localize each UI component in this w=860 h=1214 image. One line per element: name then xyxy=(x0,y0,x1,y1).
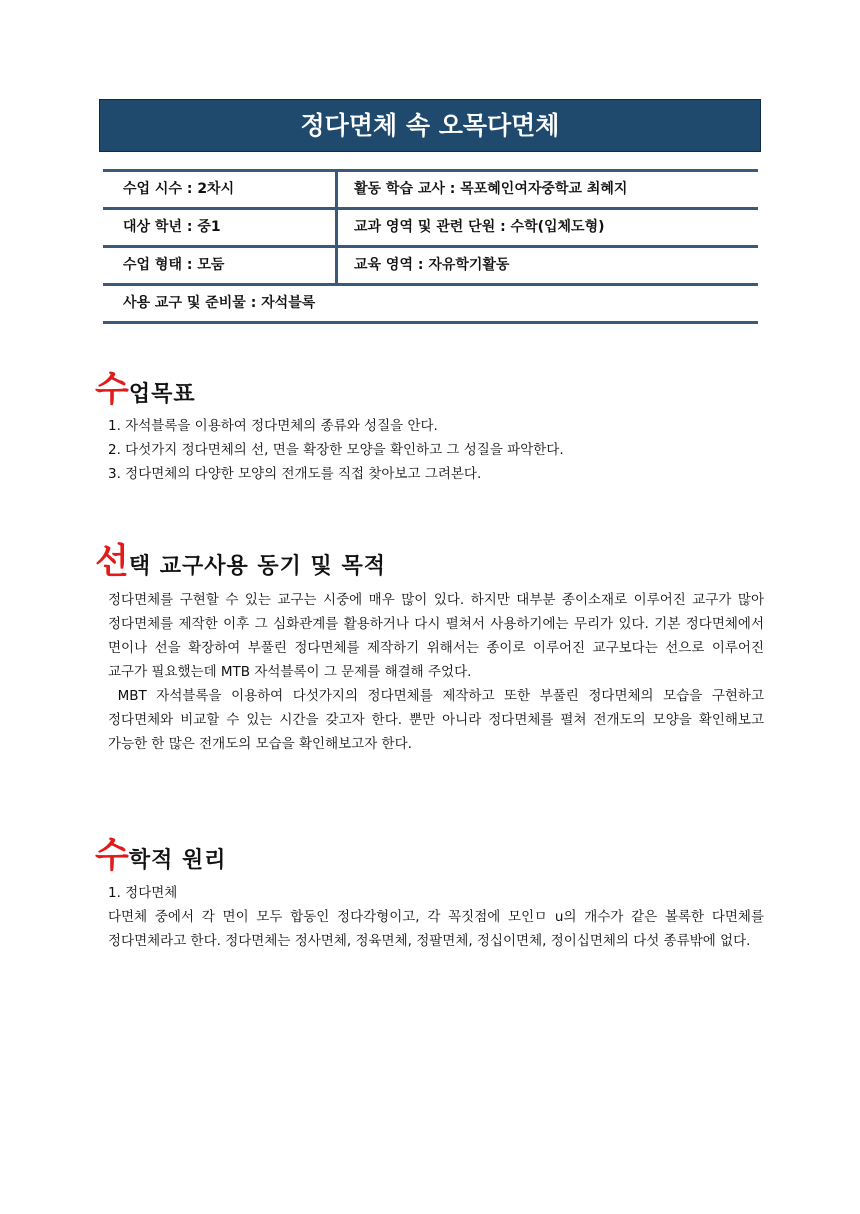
info-row xyxy=(103,283,758,324)
heading-text: 학적 원리 xyxy=(128,848,227,873)
info-subject-unit: 교과 영역 및 관련 단원 : 수학(입체도형) xyxy=(354,219,605,235)
info-row xyxy=(103,169,758,207)
paragraph: 정다면체를 구현할 수 있는 교구는 시중에 매우 많이 있다. 하지만 대부분 종이소재로 이루어진 교구가 많아 정다면체를 제작한 이후 그 심화관계를 활용하거나 다시 펼쳐서 사용하기에는 무리가 있다. 기본 정다면체에서 면이나 선을 확장하여 부풀린 정다면체를 제작하기 위해서는 종이로 이루어진 교구보다는 선으로 이루어진 교구가 필요했는데 MTB 자석블록이 그 문제를 해결해 주었다. xyxy=(108,592,764,680)
goals-list xyxy=(108,414,564,486)
info-class-type: 수업 형태 : 모둠 xyxy=(123,257,225,273)
list-item: 1. 자석블록을 이용하여 정다면체의 종류와 성질을 안다. xyxy=(108,418,438,434)
heading-initial: 선 xyxy=(95,542,129,582)
info-grade: 대상 학년 : 중1 xyxy=(123,219,221,235)
principles-body xyxy=(108,905,764,953)
heading-initial: 수 xyxy=(95,836,129,876)
info-row xyxy=(103,245,758,283)
list-item: 3. 정다면체의 다양한 모양의 전개도를 직접 찾아보고 그려본다. xyxy=(108,466,482,482)
info-class-hours: 수업 시수 : 2차시 xyxy=(123,181,235,197)
paragraph: 다면체 중에서 각 면이 모두 합동인 정다각형이고, 각 꼭짓점에 모인ㅁ u의 개수가 같은 볼록한 다면체를 정다면체라고 한다. 정다면체는 정사면체, 정육면체, 정팔면체, 정십이면체, 정이십면체의 다섯 종류밖에 없다. xyxy=(108,909,764,949)
section-heading-principles xyxy=(95,828,226,878)
principle-item: 1. 정다면체 xyxy=(108,885,178,901)
section-heading-motivation xyxy=(95,534,386,584)
info-row xyxy=(103,207,758,245)
heading-text: 업목표 xyxy=(128,382,196,407)
info-education-area: 교육 영역 : 자유학기활동 xyxy=(354,257,510,273)
info-divider xyxy=(335,210,338,245)
section-heading-goals xyxy=(95,362,196,412)
info-divider xyxy=(335,172,338,207)
heading-initial: 수 xyxy=(95,370,129,410)
page-title: 정다면체 속 오목다면체 xyxy=(99,99,761,152)
info-teacher: 활동 학습 교사 : 목포혜인여자중학교 최혜지 xyxy=(354,181,628,197)
motivation-body xyxy=(108,588,769,756)
heading-text: 택 교구사용 동기 및 목적 xyxy=(128,554,386,579)
lesson-info-table xyxy=(103,169,758,324)
list-item: 2. 다섯가지 정다면체의 선, 면을 확장한 모양을 확인하고 그 성질을 파악한다. xyxy=(108,442,564,458)
paragraph: MBT 자석블록을 이용하여 다섯가지의 정다면체를 제작하고 또한 부풀린 정다면체의 모습을 구현하고 정다면체와 비교할 수 있는 시간을 갖고자 한다. 뿐만 아니라 정다면체를 펼쳐 전개도의 모양을 확인해보고 가능한 한 많은 전개도의 모습을 확인해보고자 한다. xyxy=(108,688,769,752)
info-divider xyxy=(335,248,338,283)
info-materials: 사용 교구 및 준비물 : 자석블록 xyxy=(123,295,316,311)
